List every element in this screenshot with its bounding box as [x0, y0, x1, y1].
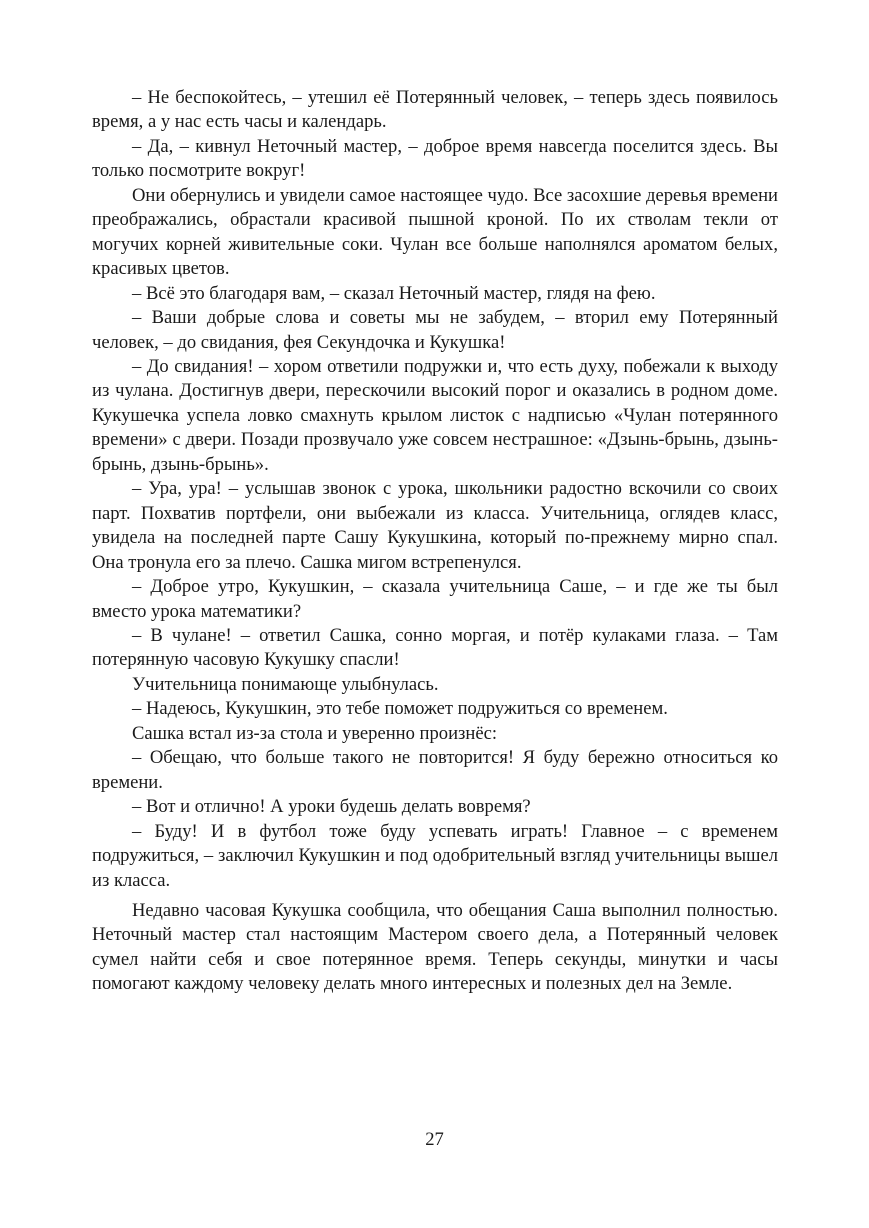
paragraph: – Вот и отлично! А уроки будешь делать вовремя?	[132, 796, 531, 818]
paragraph: – Обещаю, что больше такого не повторится! Я буду бережно относиться ко времени.	[92, 747, 778, 793]
paragraph: Сашка встал из-за стола и уверенно произнёс:	[132, 722, 498, 744]
paragraph: – Ваши добрые слова и советы мы не забудем, – вторил ему Потерянный человек, – до свидания, фея Секундочка и Кукушка!	[92, 307, 778, 353]
paragraph: – Да, – кивнул Неточный мастер, – доброе время навсегда поселится здесь. Вы только посмотрите вокруг!	[92, 135, 778, 182]
paragraph: – До свидания! – хором ответили подружки и, что есть духу, побежали к выходу из чулана. Достигнув двери, перескочили высокий порог и оказались в родном доме. Кукушечка успела ловко смахнуть крылом листок с надписью «Чулан потерянного времени» с двери. Позади прозвучало уже совсем нестрашное: «Дзынь-брынь, дзынь-брынь, дзынь-брынь».	[92, 355, 778, 475]
paragraph: – Всё это благодаря вам, – сказал Неточный мастер, глядя на фею.	[132, 282, 656, 304]
paragraph: – Буду! И в футбол тоже буду успевать играть! Главное – с временем подружиться, – заключил Кукушкин и под одобрительный взгляд учительницы вышел из класса.	[92, 820, 778, 891]
paragraph: Учительница понимающе улыбнулась.	[132, 673, 439, 695]
page-body	[92, 86, 778, 997]
paragraph: Недавно часовая Кукушка сообщила, что обещания Саша выполнил полностью. Неточный мастер стал настоящим Мастером своего дела, а Потерянный человек сумел найти себя и свое потерянное время. Теперь секунды, минутки и часы помогают каждому человеку делать много интересных и полезных дел на Земле.	[92, 899, 778, 995]
paragraph: – Надеюсь, Кукушкин, это тебе поможет подружиться со временем.	[132, 698, 668, 720]
paragraph: – Ура, ура! – услышав звонок с урока, школьники радостно вскочили со своих парт. Похватив портфели, они выбежали из класса. Учительница, оглядев класс, увидела на последней парте Сашу Кукушкина, который по-прежнему мирно спал. Она тронула его за плечо. Сашка мигом встрепенулся.	[92, 478, 778, 573]
paragraph: – Не беспокойтесь, – утешил её Потерянный человек, – теперь здесь появилось время, а у нас есть часы и календарь.	[92, 87, 778, 133]
page-number: 27	[425, 1129, 444, 1150]
paragraph: Они обернулись и увидели самое настоящее чудо. Все засохшие деревья времени преображались, обрастали красивой пышной кроной. По их стволам текли от могучих корней живительные соки. Чулан все больше наполнялся ароматом белых, красивых цветов.	[92, 184, 778, 280]
paragraph: – Доброе утро, Кукушкин, – сказала учительница Саше, – и где же ты был вместо урока математики?	[92, 576, 778, 622]
paragraph: – В чулане! – ответил Сашка, сонно моргая, и потёр кулаками глаза. – Там потерянную часовую Кукушку спасли!	[92, 624, 778, 671]
